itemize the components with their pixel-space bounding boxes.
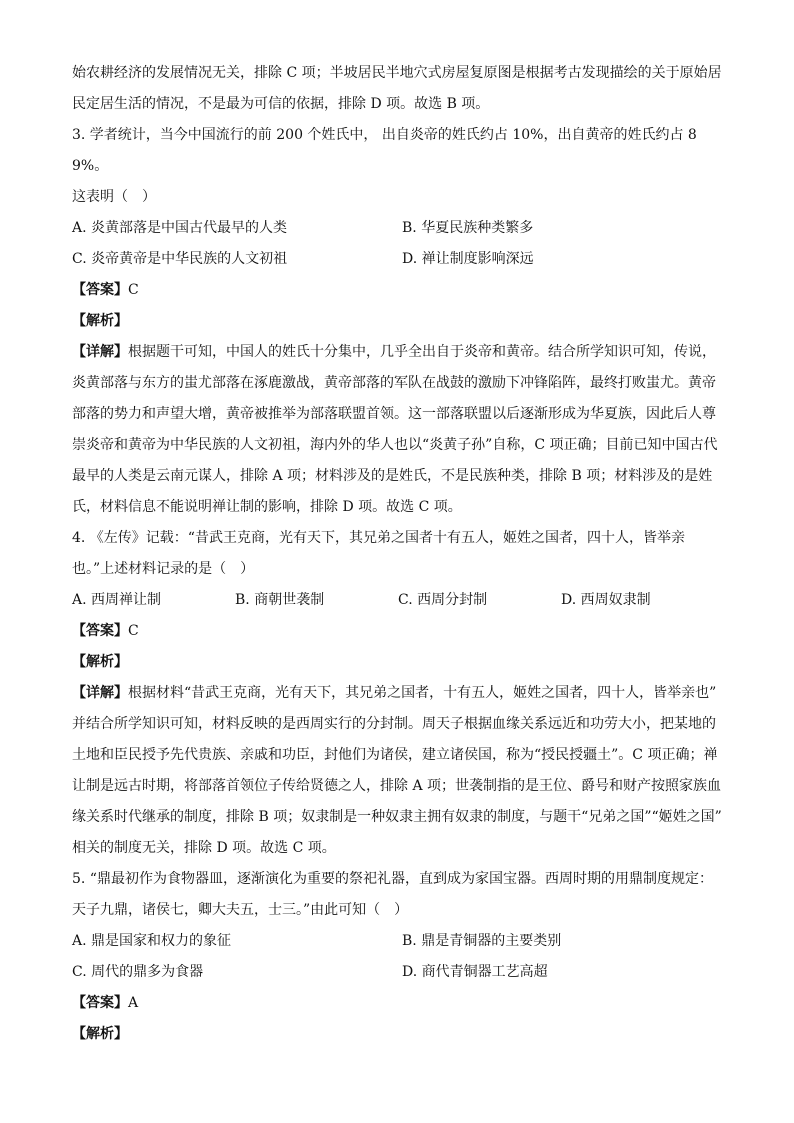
- intro-line-1: 始农耕经济的发展情况无关，排除 C 项；半坡居民半地穴式房屋复原图是根据考古发现描绘的关于原始居: [72, 65, 722, 81]
- q4-analysis: [72, 647, 724, 678]
- q4-answer-value: C: [128, 623, 139, 639]
- q4-detail-line-3: 土地和臣民授予先代贵族、亲戚和功臣，封他们为诸侯，建立诸侯国，称为“授民授疆土”。C 项正确；禅: [72, 747, 718, 763]
- q3-analysis-label: 【解析】: [72, 313, 128, 329]
- q5-analysis-label: 【解析】: [72, 1026, 128, 1042]
- q3-stem-line-2: 这表明（ ）: [72, 189, 156, 205]
- q4-detail-line-4: 让制是远古时期，将部落首领位子传给贤德之人，排除 A 项；世袭制指的是王位、爵号和财产按照家族血: [72, 778, 722, 794]
- q4-detail-label: 【详解】: [72, 685, 128, 701]
- q3-analysis: [72, 306, 724, 337]
- q3-detail-line-2: 炎黄部落与东方的蚩尤部落在涿鹿激战，黄帝部落的军队在战鼓的激励下冲锋陷阵，最终打败蚩尤。黄帝: [72, 375, 716, 391]
- q4-option-b: B. 商朝世袭制: [235, 592, 325, 608]
- q4-option-d: D. 西周奴隶制: [561, 592, 651, 608]
- q3-detail-line-1: [72, 337, 724, 368]
- q5-stem-line-2: 天子九鼎，诸侯七，卿大夫五，士三。”由此可知（ ）: [72, 902, 409, 918]
- q5-option-d: D. 商代青铜器工艺高超: [402, 964, 548, 980]
- q3-stem-line-1: 3. 学者统计，当今中国流行的前 200 个姓氏中， 出自炎帝的姓氏约占 10%，出自黄帝的姓氏约占 89%。: [72, 127, 697, 174]
- q3-answer-value: C: [128, 282, 139, 298]
- q4-option-c: C. 西周分封制: [398, 592, 488, 608]
- q5-options-row-2: [72, 957, 724, 988]
- q4-analysis-label: 【解析】: [72, 654, 128, 670]
- q3-option-b: B. 华夏民族种类繁多: [402, 220, 534, 236]
- q4-answer: [72, 616, 724, 647]
- q4-options-row: [72, 585, 724, 616]
- q4-detail-line-5: 缘关系时代继承的制度，排除 B 项；奴隶制是一种奴隶主拥有奴隶的制度，与题干“兄弟之国”“姬姓之国”: [72, 809, 722, 825]
- q5-stem-line-1: 5. “鼎最初作为食物器皿，逐渐演化为重要的祭祀礼器，直到成为家国宝器。西周时期的用鼎制度规定：: [72, 871, 713, 887]
- q3-option-c: C. 炎帝黄帝是中华民族的人文初祖: [72, 251, 288, 267]
- q4-detail-line-6: 相关的制度无关，排除 D 项。故选 C 项。: [72, 840, 336, 856]
- q3-options-row-1: [72, 213, 724, 244]
- q3-option-a: A. 炎黄部落是中国古代最早的人类: [72, 220, 288, 236]
- q3-answer-label: 【答案】: [72, 282, 128, 298]
- q5-analysis: [72, 1019, 724, 1050]
- q3-detail-line-3: 部落的势力和声望大增，黄帝被推举为部落联盟首领。这一部落联盟以后逐渐形成为华夏族，因此后人尊: [72, 406, 716, 422]
- q5-option-a: A. 鼎是国家和权力的象征: [72, 933, 232, 949]
- q3-detail-text-1: 根据题干可知，中国人的姓氏十分集中，几乎全出自于炎帝和黄帝。结合所学知识可知，传说，: [128, 344, 716, 360]
- intro-line-2: 民定居生活的情况，不是最为可信的依据，排除 D 项。故选 B 项。: [72, 96, 490, 112]
- q5-answer-value: A: [128, 995, 139, 1011]
- q3-options-row-2: [72, 244, 724, 275]
- q3-option-d: D. 禅让制度影响深远: [402, 251, 534, 267]
- q3-detail-label: 【详解】: [72, 344, 128, 360]
- q3-answer: [72, 275, 724, 306]
- q4-detail-line-1: [72, 678, 724, 709]
- q4-stem-line-2: 也。”上述材料记录的是（ ）: [72, 561, 255, 577]
- q5-answer: [72, 988, 724, 1019]
- q3-detail-line-5: 最早的人类是云南元谋人，排除 A 项；材料涉及的是姓氏，不是民族种类，排除 B 项；材料涉及的是姓: [72, 468, 713, 484]
- q5-answer-label: 【答案】: [72, 995, 128, 1011]
- q3-detail-line-4: 崇炎帝和黄帝为中华民族的人文初祖，海内外的华人也以“炎黄子孙”自称，C 项正确；目前已知中国古代: [72, 437, 718, 453]
- q5-option-b: B. 鼎是青铜器的主要类别: [402, 933, 562, 949]
- q5-option-c: C. 周代的鼎多为食器: [72, 964, 204, 980]
- q3-detail-line-6: 氏，材料信息不能说明禅让制的影响，排除 D 项。故选 C 项。: [72, 499, 462, 515]
- q4-option-a: A. 西周禅让制: [72, 592, 162, 608]
- q4-detail-line-2: 并结合所学知识可知，材料反映的是西周实行的分封制。周天子根据血缘关系远近和功劳大小，把某地的: [72, 716, 716, 732]
- q4-detail-text-1: 根据材料“昔武王克商，光有天下，其兄弟之国者，十有五人，姬姓之国者，四十人，皆举亲也”: [128, 685, 717, 701]
- document-page: [72, 58, 724, 1050]
- q5-options-row-1: [72, 926, 724, 957]
- q4-stem-line-1: 4. 《左传》记载：“昔武王克商，光有天下，其兄弟之国者十有五人，姬姓之国者，四十人，皆举亲: [72, 530, 685, 546]
- q4-answer-label: 【答案】: [72, 623, 128, 639]
